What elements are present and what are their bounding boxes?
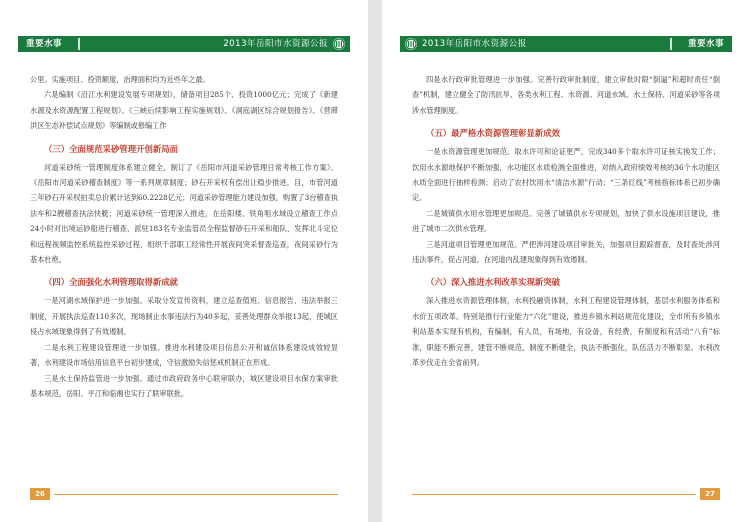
water-resources-emblem-icon	[405, 38, 417, 50]
header-divider	[670, 38, 672, 50]
section-heading: （六）深入推进水利改革实现新突破	[426, 277, 560, 288]
body-paragraph: 三是河道项目管理更加规范。严把涉河建设项目审批关，加强项目跟踪督查，及时查处涉河违法事件，促占河道，在河道内乱建现象得到有效遏制。	[412, 239, 720, 265]
body-paragraph: 二是水利工程建设管理进一步加强。推进水利建设项目信息公开和诚信体系建设成效较显著，水利建设市场信用信息平台初步建成，守信激励失信惩戒机制正在形成。	[30, 342, 338, 368]
body-paragraph: 三是水土保持监管进一步加强。通过市政府政务中心联审联办，城区建设项目水保方案审批基本规范，岳阳、平江和临湘也实行了联审联批。	[30, 373, 338, 398]
page-number: 27	[700, 488, 720, 500]
header-section-label: 重要水事	[26, 39, 63, 49]
left-page	[0, 0, 368, 522]
header-publication-title: 2013年岳阳市水资源公报	[223, 39, 328, 49]
section-heading: （四）全面强化水利管理取得新成就	[44, 277, 178, 288]
left-page-body	[30, 72, 338, 401]
left-page-header	[18, 36, 350, 52]
right-page-body	[412, 72, 720, 371]
header-divider	[78, 38, 80, 50]
body-paragraph: 四是水行政审批管理进一步加强。完善行政审批制度，建立审批时限“倒逼”和超时责任“倒查”机制，建立健全了防汛抗旱、各类水利工程、水资源、河道水域、水土保持、河道采砂等各项涉水管理制度。	[412, 75, 720, 115]
body-paragraph: 一是水资源管理更加规范。取水许可和论证更严，完成340多个取水许可证核实换发工作；饮用水水源地保护不断加强，水功能区水质检测全面推进，对纳入政府绩效考核的36个水功能区水质全面进行抽样检测；启动了农村饮用水“清洁水源”行动；“三条红线”考核指标体系已初步确定。	[412, 147, 720, 203]
body-paragraph: 六是编制《沿江水利建设发展专项规划》，储备项目285个、投资1000亿元；完成了《新建水源及水资源配置工程规划》、《三峡后续影响工程实施规划》、《洞庭湖区综合规划报告》、《营滞洪区生态补偿试点规划》等编制或修编工作	[30, 90, 338, 131]
page-number: 26	[30, 488, 50, 500]
body-paragraph: 河道采砂统一管理制度体系建立健全，制订了《岳阳市河道采砂管理日常考核工作方案》、《岳阳市河道采砂稽查制度》等一系列规章制度；砂石开采权有偿出让稳步推进，目，市管河道三年砂石开采权拍卖总价累计达到60.2228亿元；河道采砂管理能力建设加强，购置了3台稽查执法车和2艘稽查执法快艇；河道采砂统一管理深入推进，在岳阳楼、铁角咀水域设立稽查工作点24小时对出境运砂船进行稽查，派驻183名专业监管员全程监督砂石开采和船队，发挥北斗定位和远程视频监控系统监控采砂过程，组织干部职工经常性开展夜间突采督查巡查，夜间采砂行为基本杜绝。	[30, 162, 338, 265]
right-page-header	[400, 36, 732, 52]
body-paragraph: 深入推进水资源管理体制，水利投融资体制，水利工程建设管理体制，基层水利服务体系和水价五项改革。特别是推行行业能力“六化”建设，推进乡镇水利站规范化建设，全市所有乡镇水利站基本实现有机构，有编制，有人员，有场地，有设备，有经费，有制度和有活动“八有”标准，职能不断完善，建管不断规范，制度不断健全，执法不断强化，队伍活力不断彰显。水利改革步伐走在全省前列。	[412, 296, 720, 368]
body-paragraph: 一是河湖水域保护进一步加强。采取分发宣传资料，建立巡查值班、信息报告、违法举报三制度，开展执法巡查110多次，现场制止水事违法行为40多起，妥善处理群众举报13起，使城区侵占水域现象得到了有效遏制。	[30, 296, 338, 337]
right-page	[382, 0, 750, 522]
section-heading: （三）全面规范采砂管理开创新局面	[44, 143, 178, 154]
header-publication-title: 2013年岳阳市水资源公报	[422, 39, 527, 49]
header-section-label: 重要水事	[687, 39, 724, 49]
water-resources-emblem-icon	[333, 38, 345, 50]
body-paragraph: 二是城镇供水用水管理更加规范。完善了城镇供水专项规划，加快了供水设施项目建设，推进了城市二次供水管理。	[412, 208, 720, 234]
body-paragraph: 公里。实施项目、投资额度，治理面积均为近些年之最。	[30, 75, 210, 84]
section-heading: （五）最严格水资源管理彰显新成效	[426, 128, 560, 139]
footer-line	[412, 494, 696, 495]
footer-line	[54, 494, 338, 495]
